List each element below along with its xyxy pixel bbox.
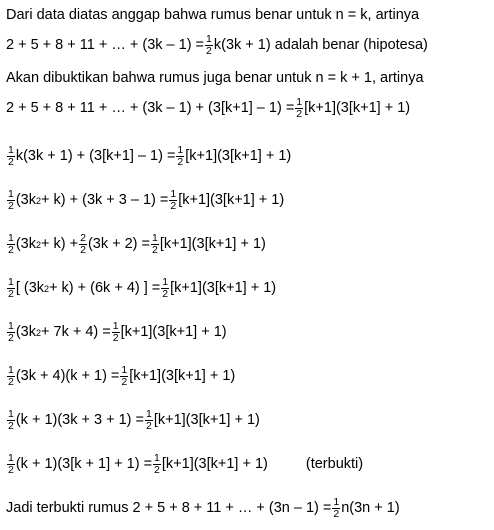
step-3-right: [k+1](3[k+1] + 1) (159, 236, 266, 253)
fraction-half: $\frac{1}{2}$ (8, 232, 14, 257)
step-6-right: [k+1](3[k+1] + 1) (129, 368, 236, 385)
target-line (6, 97, 490, 120)
hypothesis-left: 2 + 5 + 8 + 11 + … + (3k – 1) = (6, 37, 205, 54)
step-intro-line (6, 71, 490, 86)
fraction-half: $\frac{1}{2}$ (8, 408, 14, 433)
step-7-left: (k + 1)(3k + 3 + 1) = (15, 412, 144, 429)
proof-step-7 (6, 406, 490, 432)
step-5-left-a: (3k (15, 324, 36, 341)
fraction-half: $\frac{1}{2}$ (177, 144, 184, 169)
step-5-left-b: + 7k + 4) = (41, 324, 111, 341)
proof-step-1 (6, 142, 490, 168)
step-3-left-b: + k) + (41, 236, 79, 253)
fraction-half: $\frac{1}{2}$ (296, 96, 303, 121)
step-2-left-a: (3k (15, 192, 36, 209)
step-1-right: [k+1](3[k+1] + 1) (185, 148, 292, 165)
intro-text: Dari data diatas anggap bahwa rumus benar untuk n = k, artinya (6, 7, 420, 23)
fraction-half: $\frac{1}{2}$ (121, 364, 128, 389)
step-4-left-b: + k) + (6k + 4) ] = (49, 280, 161, 297)
step-8-right: [k+1](3[k+1] + 1) (161, 456, 268, 473)
step-2-right: [k+1](3[k+1] + 1) (178, 192, 285, 209)
fraction-half: $\frac{1}{2}$ (152, 232, 158, 257)
target-right: [k+1](3[k+1] + 1) (304, 100, 411, 117)
fraction-half: $\frac{1}{2}$ (162, 276, 169, 301)
intro-line (6, 8, 490, 23)
step-4-left-a: [ (3k (15, 280, 45, 297)
proof-step-4: $\frac{1}{2}$ [ (3k 2 + k) + (6k + 4) ] = $\frac{1}{2}$ [k+1](3[k+1] + 1) (8, 276, 277, 301)
conclusion-left: Jadi terbukti rumus 2 + 5 + 8 + 11 + … + (3n – 1) = (6, 500, 332, 517)
proven-label: (terbukti) (305, 456, 364, 473)
step-5-right: [k+1](3[k+1] + 1) (120, 324, 227, 341)
fraction-half: $\frac{1}{2}$ (8, 320, 14, 345)
step-6-left: (3k + 4)(k + 1) = (15, 368, 120, 385)
fraction-half: $\frac{1}{2}$ (8, 144, 14, 169)
fraction-half: $\frac{1}{2}$ (8, 276, 14, 301)
fraction-half: $\frac{1}{2}$ (8, 452, 14, 477)
fraction-half: $\frac{1}{2}$ (154, 452, 160, 477)
fraction-half: $\frac{1}{2}$ (146, 408, 152, 433)
hypothesis-line (6, 34, 490, 57)
step-1-left: k(3k + 1) + (3[k+1] – 1) = (15, 148, 176, 165)
proof-step-2: $\frac{1}{2}$ (3k 2 + k) + (3k + 3 – 1) = $\frac{1}{2}$ [k+1](3[k+1] + 1) (8, 188, 285, 213)
fraction-half: $\frac{1}{2}$ (8, 188, 14, 213)
fraction-half: $\frac{1}{2}$ (112, 320, 119, 345)
hypothesis-right: k(3k + 1) adalah benar (hipotesa) (213, 37, 428, 54)
fraction-two-halves: $\frac{2}{2}$ (80, 232, 86, 257)
proof-step-6 (6, 362, 490, 388)
proof-step-3: $\frac{1}{2}$ (3k 2 + k) + $\frac{2}{2}$ (3k + 2) = $\frac{1}{2}$ [k+1](3[k+1] + 1) (8, 232, 266, 257)
step-3-left-a: (3k (15, 236, 36, 253)
step-2-left-b: + k) + (3k + 3 – 1) = (41, 192, 169, 209)
step-8-left: (k + 1)(3[k + 1] + 1) = (15, 456, 153, 473)
proof-step-8 (6, 450, 490, 476)
fraction-half: $\frac{1}{2}$ (206, 33, 212, 58)
fraction-half: $\frac{1}{2}$ (8, 364, 14, 389)
conclusion-line (6, 497, 490, 520)
step-7-right: [k+1](3[k+1] + 1) (153, 412, 260, 429)
step-3-mid: (3k + 2) = (87, 236, 150, 253)
proof-step-5: $\frac{1}{2}$ (3k 2 + 7k + 4) = $\frac{1}{2}$ [k+1](3[k+1] + 1) (8, 320, 227, 345)
fraction-half: $\frac{1}{2}$ (170, 188, 177, 213)
target-left: 2 + 5 + 8 + 11 + … + (3k – 1) + (3[k+1] – 1) = (6, 100, 295, 117)
step-intro-text: Akan dibuktikan bahwa rumus juga benar untuk n = k + 1, artinya (6, 70, 424, 86)
conclusion-right: n(3n + 1) (341, 500, 400, 517)
step-4-right: [k+1](3[k+1] + 1) (170, 280, 277, 297)
fraction-half: $\frac{1}{2}$ (333, 496, 340, 521)
